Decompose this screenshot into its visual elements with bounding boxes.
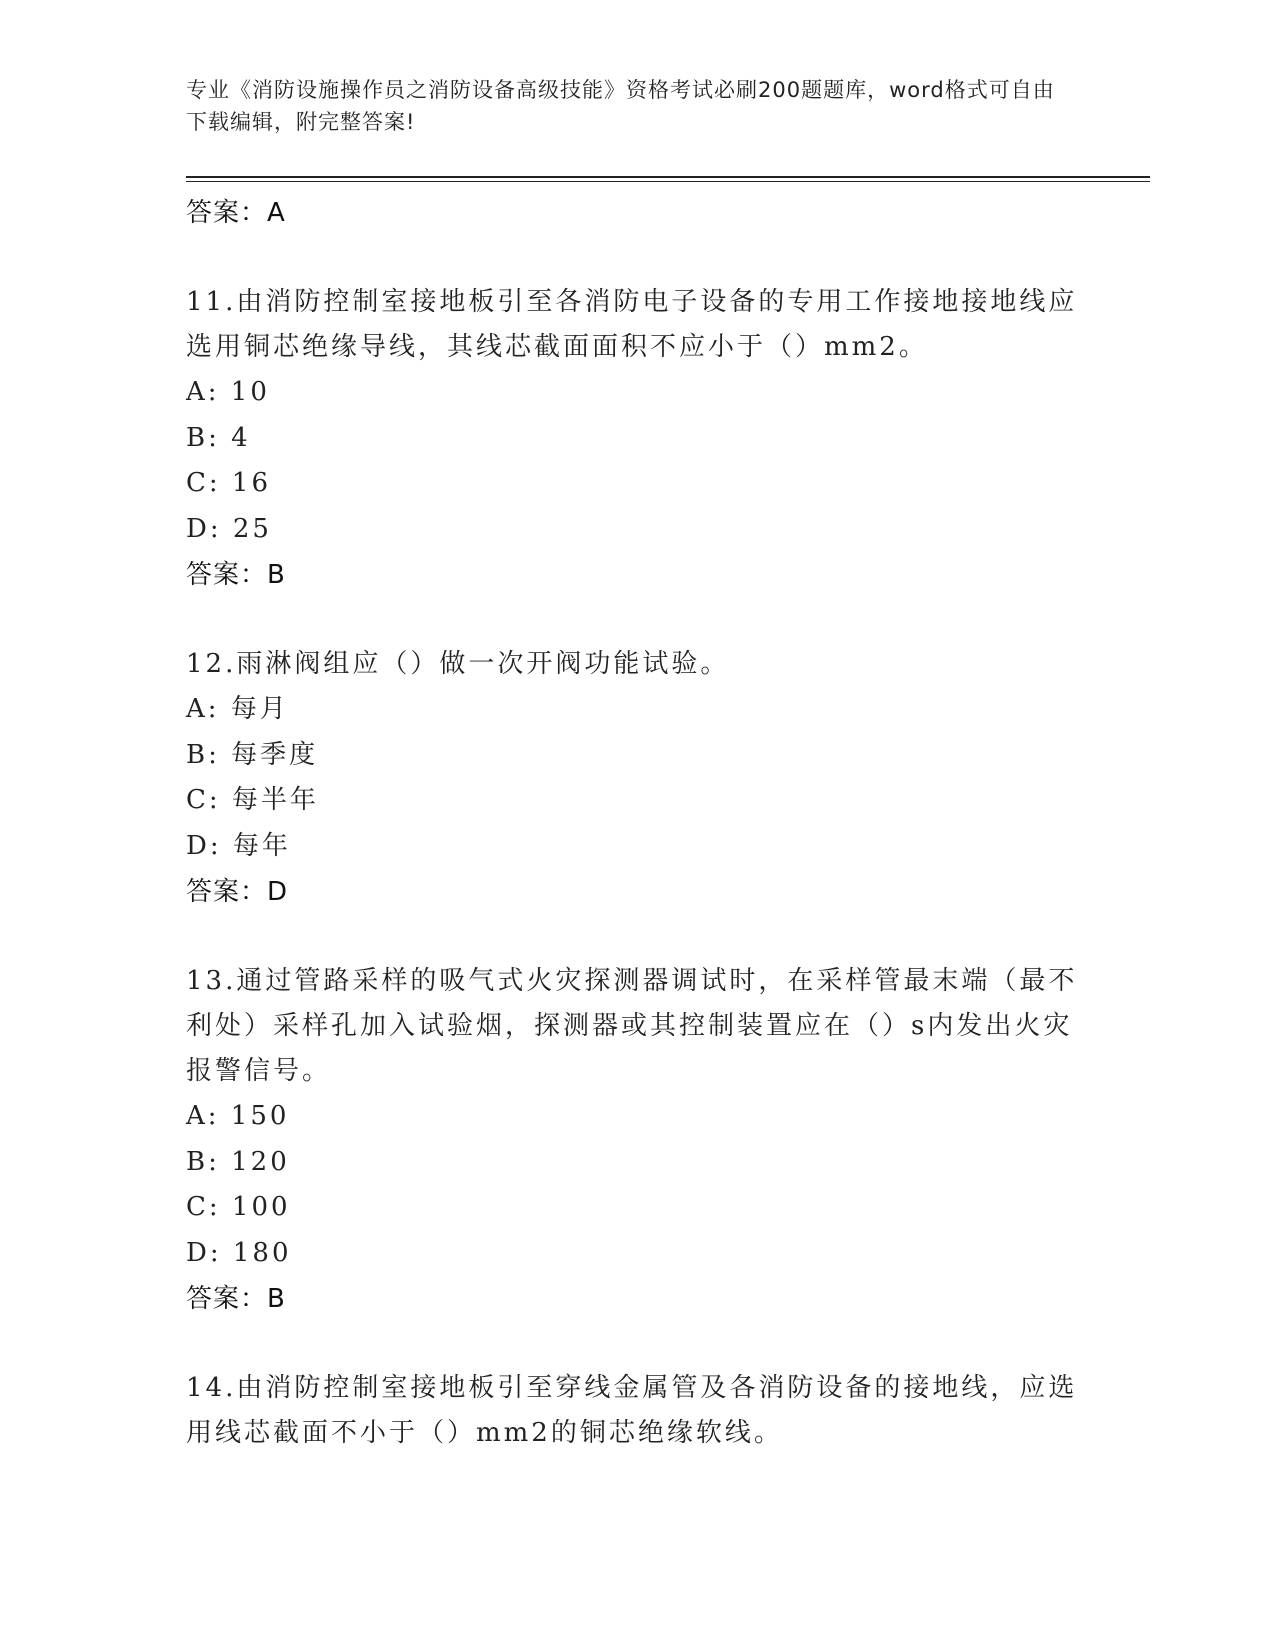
question-text: 12.雨淋阀组应（）做一次开阀功能试验。 <box>186 649 730 679</box>
option-a: A: 150 <box>186 1101 290 1131</box>
option-a: A: 10 <box>186 377 270 407</box>
answer-line: 答案：B <box>186 560 286 590</box>
answer-line: 答案：A <box>186 198 286 228</box>
option-d: D: 180 <box>186 1237 292 1268</box>
option-c: C: 16 <box>186 468 272 498</box>
answer-line: 答案：B <box>186 1284 286 1314</box>
question-block <box>186 280 1086 598</box>
header-divider-thin <box>186 181 1150 182</box>
question-text: 14.由消防控制室接地板引至穿线金属管及各消防设备的接地线，应选用线芯截面不小于（）mm2的铜芯绝缘软线。 <box>186 1373 1078 1448</box>
option-c: C: 每半年 <box>186 785 319 815</box>
option-c: C: 100 <box>186 1192 291 1222</box>
question-block <box>186 642 1086 915</box>
question-list <box>186 190 1086 1456</box>
option-d: D: 每年 <box>186 830 291 861</box>
option-b: B: 每季度 <box>186 739 319 770</box>
question-block <box>186 959 1086 1322</box>
question-text: 11.由消防控制室接地板引至各消防电子设备的专用工作接地接地线应选用铜芯绝缘导线，其线芯截面面积不应小于（）mm2。 <box>186 287 1078 362</box>
document-header: 专业《消防设施操作员之消防设备高级技能》资格考试必刷200题题库，word格式可自由下载编辑，附完整答案! <box>186 78 1055 134</box>
question-block <box>186 1366 1086 1456</box>
header-divider <box>186 176 1150 178</box>
question-text: 13.通过管路采样的吸气式火灾探测器调试时，在采样管最末端（最不利处）采样孔加入试验烟，探测器或其控制装置应在（）s内发出火灾报警信号。 <box>186 966 1078 1086</box>
answer-line: 答案：D <box>186 877 289 907</box>
option-a: A: 每月 <box>186 694 289 724</box>
option-b: B: 4 <box>186 422 251 453</box>
option-b: B: 120 <box>186 1146 290 1177</box>
option-d: D: 25 <box>186 513 272 544</box>
